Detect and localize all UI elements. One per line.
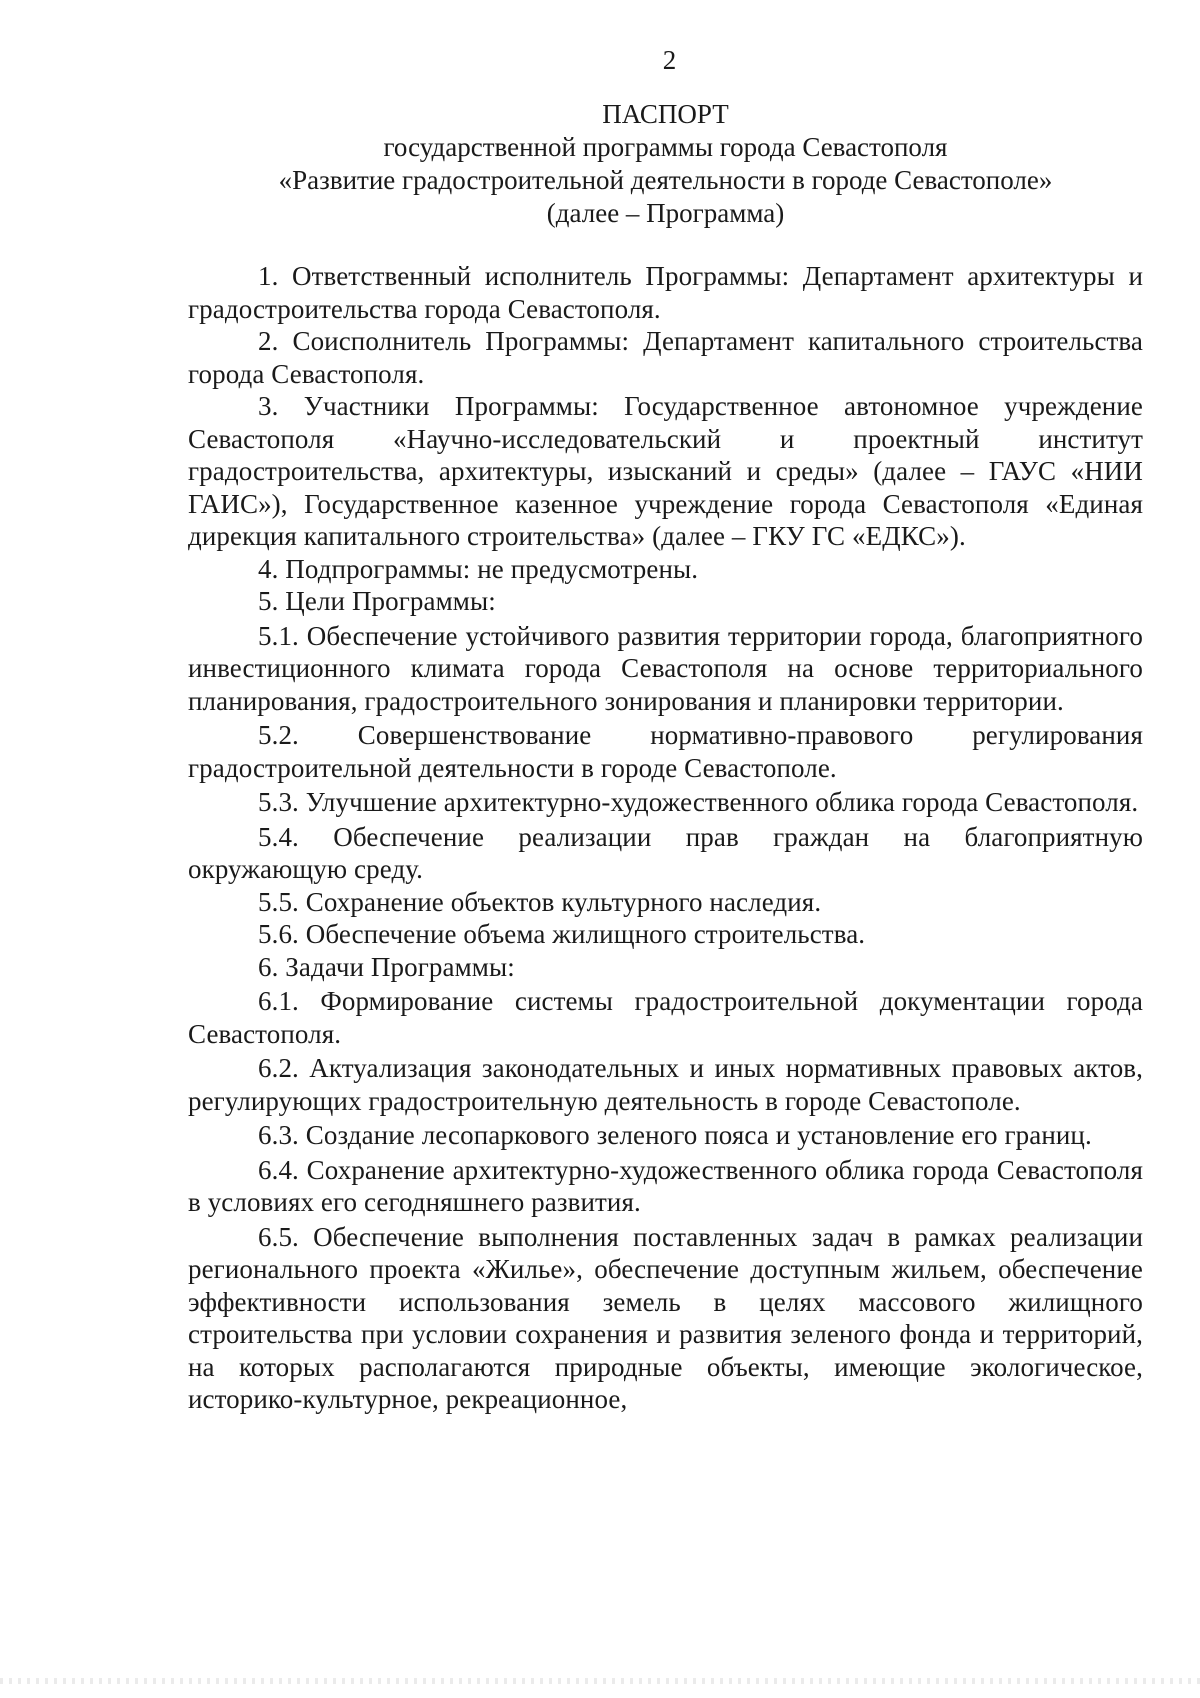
paragraph-3: 3. Участники Программы: Государственное автономное учреждение Севастополя «Научно-исследовательский и проектный институт градостроительства, архитектуры, изысканий и среды» (далее – ГАУС «НИИ ГАИС»), Государственное казенное учреждение города Севастополя «Единая дирекция капитального строительства» (далее – ГКУ ГС «ЕДКС»). xyxy=(188,391,1143,551)
paragraph-6-5: 6.5. Обеспечение выполнения поставленных задач в рамках реализации регионального проекта «Жилье», обеспечение доступным жильем, обеспечение эффективности использования земель в целях массового жилищного строительства при условии сохранения и развития зеленого фонда и территорий, на которых располагаются природные объекты, имеющие экологическое, историко-культурное, рекреационное, xyxy=(188,1221,1143,1414)
paragraph-4: 4. Подпрограммы: не предусмотрены. xyxy=(258,553,699,584)
paragraph-6-2: 6.2. Актуализация законодательных и иных нормативных правовых актов, регулирующих градостроительную деятельность в городе Севастополе. xyxy=(188,1053,1143,1116)
paragraph-6-4: 6.4. Сохранение архитектурно-художественного облика города Севастополя в условиях его сегодняшнего развития. xyxy=(188,1154,1143,1217)
paragraph-5: 5. Цели Программы: xyxy=(258,586,496,616)
document-subtitle-line-1: государственной программы города Севастополя xyxy=(383,132,948,162)
document-page xyxy=(188,40,1143,1416)
document-header xyxy=(188,98,1143,230)
document-body xyxy=(188,260,1143,1416)
paragraph-5-2: 5.2. Совершенствование нормативно-правового регулирования градостроительной деятельности в городе Севастополе. xyxy=(188,720,1143,783)
paragraph-5-3: 5.3. Улучшение архитектурно-художественного облика города Севастополя. xyxy=(258,787,1139,817)
scan-edge-noise xyxy=(0,1678,1200,1684)
paragraph-6-1: 6.1. Формирование системы градостроительной документации города Севастополя. xyxy=(188,986,1143,1049)
document-title: ПАСПОРТ xyxy=(602,99,729,129)
paragraph-6: 6. Задачи Программы: xyxy=(258,951,515,982)
paragraph-5-5: 5.5. Сохранение объектов культурного наследия. xyxy=(258,886,822,917)
paragraph-1: 1. Ответственный исполнитель Программы: Департамент архитектуры и градостроительства города Севастополя. xyxy=(188,261,1143,324)
document-subtitle-line-2: «Развитие градостроительной деятельности в городе Севастополе» xyxy=(278,165,1053,195)
paragraph-5-6: 5.6. Обеспечение объема жилищного строительства. xyxy=(258,919,866,949)
document-subtitle-line-3: (далее – Программа) xyxy=(546,198,785,228)
paragraph-5-1: 5.1. Обеспечение устойчивого развития территории города, благоприятного инвестиционного климата города Севастополя на основе территориального планирования, градостроительного зонирования и планировки территории. xyxy=(188,620,1143,716)
paragraph-2: 2. Соисполнитель Программы: Департамент капитального строительства города Севастополя. xyxy=(188,326,1143,389)
paragraph-5-4: 5.4. Обеспечение реализации прав граждан на благоприятную окружающую среду. xyxy=(188,821,1143,884)
page-number: 2 xyxy=(662,45,677,75)
paragraph-6-3: 6.3. Создание лесопаркового зеленого пояса и установление его границ. xyxy=(258,1120,1092,1150)
